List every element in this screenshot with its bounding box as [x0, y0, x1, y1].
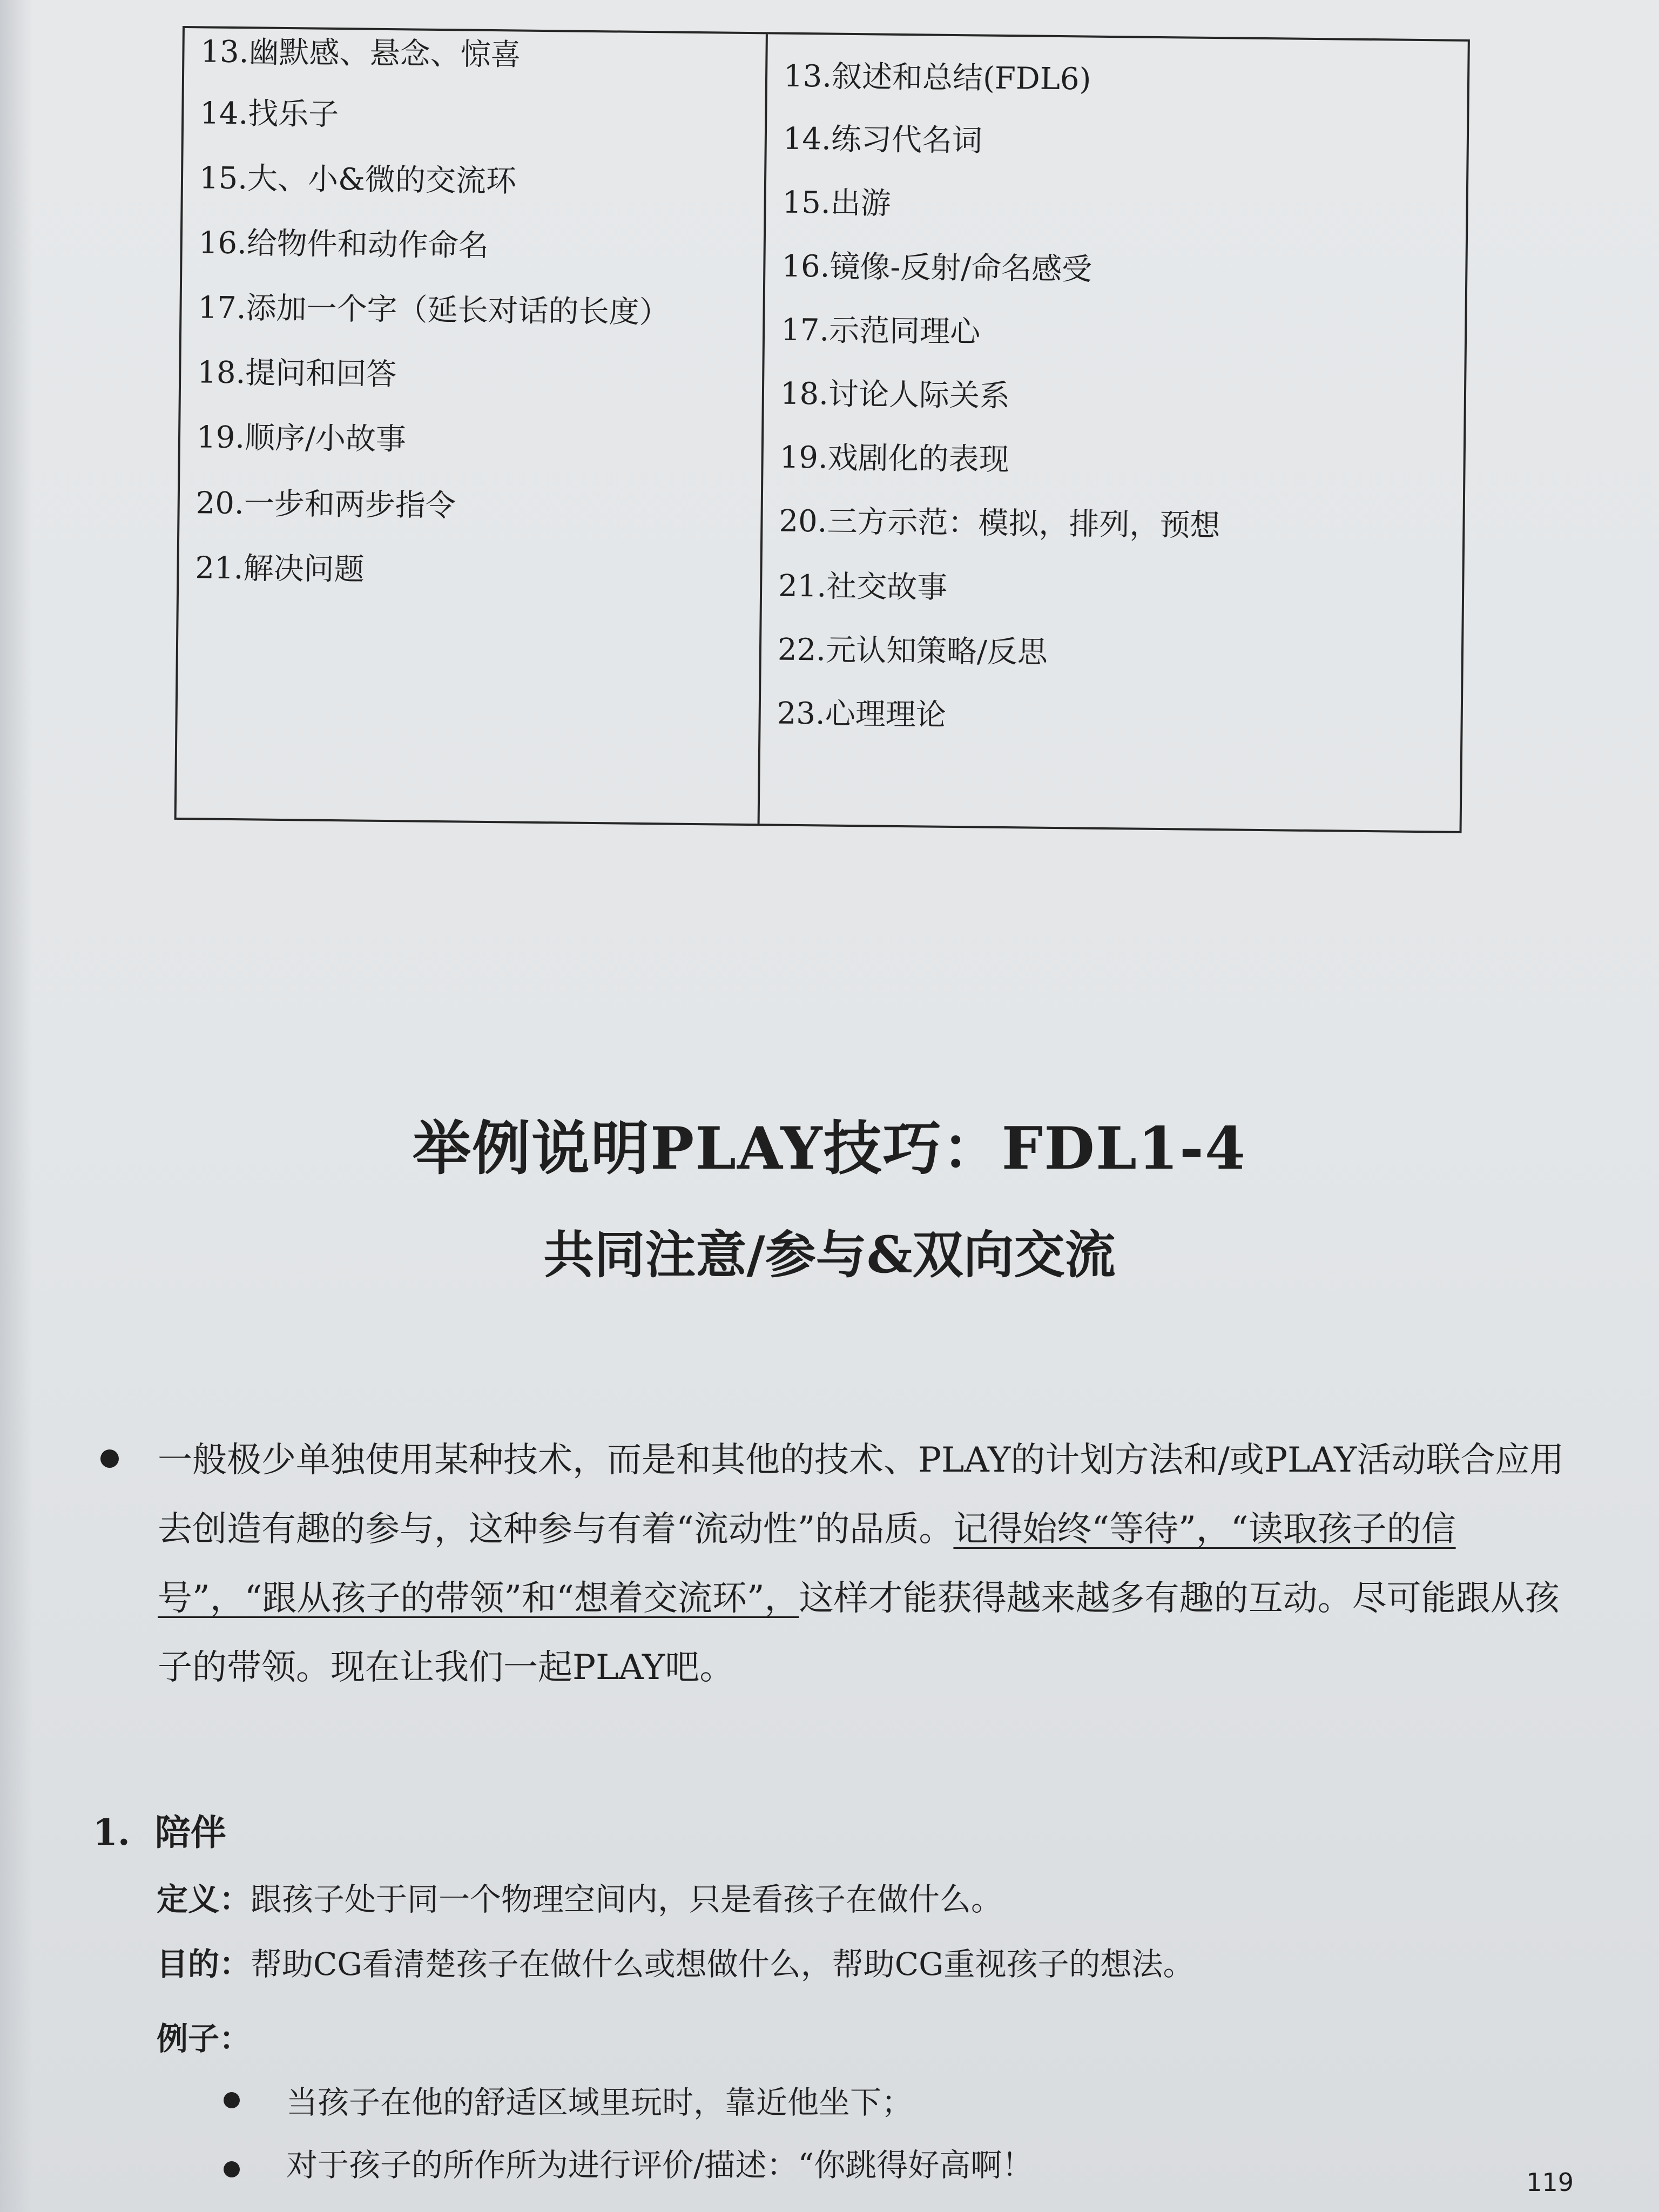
examples-label: 例子：	[157, 2020, 251, 2057]
table-left-column	[177, 28, 768, 824]
section-title: 举例说明PLAY技巧：FDL1-4	[412, 1115, 1247, 1183]
list-item: 19.顺序/小故事	[196, 420, 407, 457]
list-item: 22.元认知策略/反思	[777, 632, 1048, 670]
list-item: 17.示范同理心	[780, 312, 981, 350]
list-item: 16.镜像-反射/命名感受	[781, 248, 1092, 287]
list-item: 20.三方示范：模拟，排列，预想	[779, 503, 1220, 544]
underlined-text: 记得始终“等待”，“读取孩子的信号”，“跟从孩子的带领”和“想着交流环”，	[158, 1509, 1456, 1618]
list-item: 21.社交故事	[778, 568, 948, 605]
list-item: 13.叙述和总结(FDL6)	[783, 58, 1091, 97]
section-number: 1.	[93, 1811, 130, 1853]
list-item: 当孩子在他的舒适区域里玩时，靠近他坐下；	[286, 2084, 913, 2121]
page-number: 119	[1526, 2168, 1574, 2197]
list-item: 18.提问和回答	[197, 355, 397, 393]
purpose-label: 目的：	[157, 1946, 251, 1982]
section-subtitle: 共同注意/参与&双向交流	[543, 1225, 1116, 1285]
definition-label: 定义：	[157, 1881, 251, 1918]
section-heading	[93, 1804, 226, 1855]
table-right-column	[760, 34, 1470, 831]
list-item: 18.讨论人际关系	[780, 376, 1010, 414]
definition-text: 跟孩子处于同一个物理空间内，只是看孩子在做什么。	[251, 1881, 1003, 1918]
list-item: 对于孩子的所作所为进行评价/描述：“你跳得好高啊！	[286, 2147, 1034, 2183]
definition-line	[157, 1874, 1002, 1919]
technique-table	[174, 26, 1470, 833]
list-item: 21.解决问题	[195, 550, 365, 588]
purpose-text: 帮助CG看清楚孩子在做什么或想做什么，帮助CG重视孩子的想法。	[251, 1946, 1195, 1982]
examples-label-line	[157, 2013, 251, 2059]
list-item: 16.给物件和动作命名	[198, 225, 489, 264]
intro-text: 一般极少单独使用某种技术，而是和其他的技术、PLAY的计划方法和/或PLAY活动联合应用去创造有趣的参与，这种参与有着“流动性”的品质。	[158, 1440, 1564, 1549]
list-item: 15.大、小&微的交流环	[199, 160, 517, 199]
list-item: 14.找乐子	[199, 96, 339, 133]
list-item: 19.戏剧化的表现	[779, 440, 1010, 478]
list-item: 15.出游	[782, 185, 892, 221]
list-item: 20.一步和两步指令	[195, 485, 456, 524]
purpose-line	[157, 1939, 1194, 1984]
list-item: 13.幽默感、悬念、惊喜	[200, 34, 521, 73]
bullet-icon	[100, 1449, 119, 1468]
list-item: 17.添加一个字（延长对话的长度）	[198, 290, 670, 331]
list-item: 23.心理理论	[777, 696, 947, 733]
list-item: 14.练习代名词	[783, 121, 983, 159]
bullet-icon	[224, 2161, 240, 2177]
intro-text-continued: 这样才能获得越来越多有趣的互动。尽可能跟从孩子的带领。现在让我们一起PLAY吧。	[158, 1579, 1560, 1688]
section-heading-text: 陪伴	[154, 1811, 226, 1853]
bullet-icon	[224, 2092, 240, 2108]
intro-paragraph	[158, 1426, 1573, 1702]
